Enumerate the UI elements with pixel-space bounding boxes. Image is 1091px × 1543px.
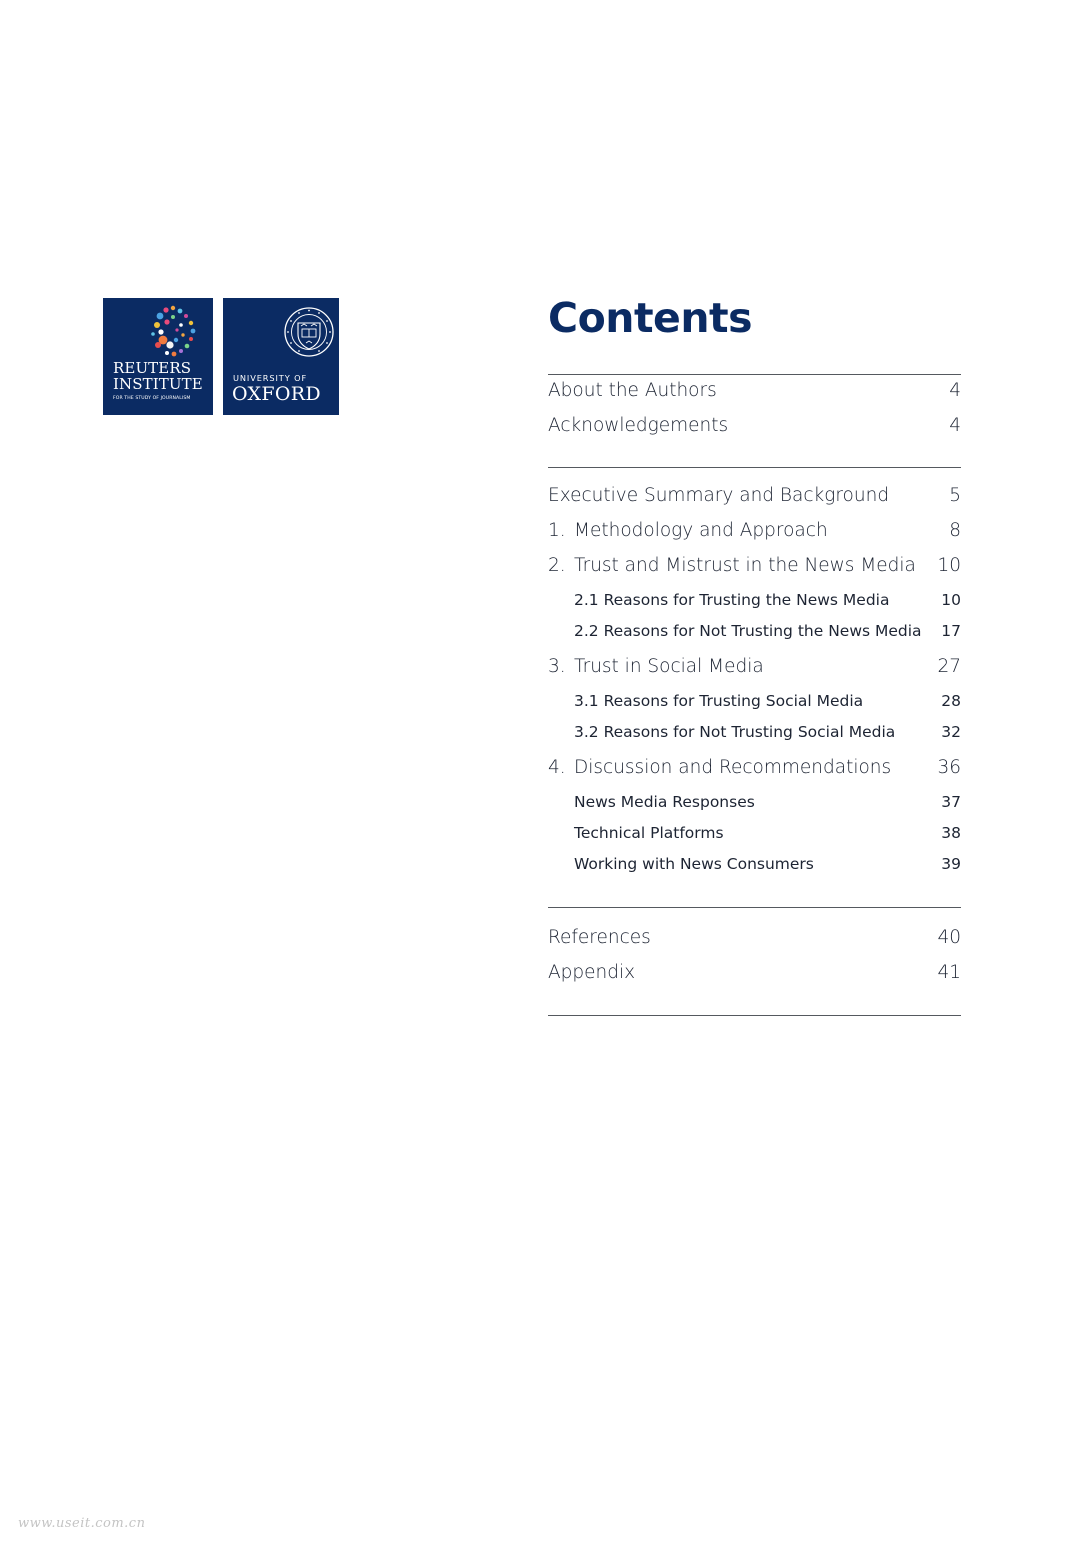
toc-entry-label: Discussion and Recommendations [574,757,892,778]
toc-subentry[interactable] [548,855,961,883]
toc-entry[interactable] [548,485,961,513]
toc-subentry[interactable] [548,793,961,821]
toc-entry-page: 10 [937,555,961,576]
toc-entry-label: Trust and Mistrust in the News Media [574,555,916,576]
toc-entry-label: Acknowledgements [548,415,729,436]
toc-entry[interactable] [548,380,961,408]
toc-entry-page: 4 [949,415,961,436]
toc-entry-page: 27 [937,656,961,677]
toc-entry-label: Appendix [548,962,636,983]
toc-entry[interactable] [548,520,961,548]
toc-entry-label: Technical Platforms [574,824,724,842]
toc-subentry[interactable] [548,591,961,619]
toc-entry-page: 36 [937,757,961,778]
watermark: www.useit.com.cn [18,1516,146,1531]
toc-entry[interactable] [548,656,961,684]
toc-divider [548,374,961,375]
toc-entry-page: 28 [941,692,961,710]
reuters-institute-name [113,360,213,392]
toc-entry[interactable] [548,757,961,785]
reuters-name-line1: REUTERS [113,359,192,377]
toc-divider [548,907,961,908]
contents-title: Contents [548,294,753,342]
toc-entry-number: 4. [548,757,566,778]
toc-entry-label: Executive Summary and Background [548,485,890,506]
toc-entry-label: 3.2 Reasons for Not Trusting Social Media [574,723,896,741]
toc-divider [548,467,961,468]
toc-entry-page: 40 [937,927,961,948]
reuters-dots-icon [103,298,213,363]
toc-entry-page: 10 [941,591,961,609]
toc-entry[interactable] [548,555,961,583]
toc-entry-label: Working with News Consumers [574,855,814,873]
reuters-subtitle: FOR THE STUDY OF JOURNALISM [113,396,191,401]
toc-subentry[interactable] [548,824,961,852]
toc-entry-number: 1. [548,520,566,541]
toc-entry-page: 8 [949,520,961,541]
toc-subentry[interactable] [548,622,961,650]
toc-entry-label: 2.2 Reasons for Not Trusting the News Media [574,622,922,640]
toc-entry-label: 2.1 Reasons for Trusting the News Media [574,591,890,609]
toc-entry[interactable] [548,927,961,955]
toc-entry-page: 32 [941,723,961,741]
toc-entry-label: References [548,927,651,948]
toc-entry-page: 4 [949,380,961,401]
reuters-name-line2: INSTITUTE [113,375,203,393]
toc-entry-label: Methodology and Approach [574,520,828,541]
toc-entry-label: 3.1 Reasons for Trusting Social Media [574,692,864,710]
reuters-institute-logo [103,298,213,415]
toc-entry-page: 38 [941,824,961,842]
toc-entry-label: About the Authors [548,380,717,401]
toc-subentry[interactable] [548,723,961,751]
toc-subentry[interactable] [548,692,961,720]
toc-entry[interactable] [548,962,961,990]
toc-entry-label: News Media Responses [574,793,755,811]
toc-divider [548,1015,961,1016]
toc-entry-number: 2. [548,555,566,576]
toc-entry-page: 5 [949,485,961,506]
toc-entry-label: Trust in Social Media [574,656,764,677]
oxford-university-of: UNIVERSITY OF [233,373,308,383]
toc-entry-page: 17 [941,622,961,640]
toc-entry-page: 41 [937,962,961,983]
oxford-name: OXFORD [232,383,321,405]
toc-entry-number: 3. [548,656,566,677]
toc-entry[interactable] [548,415,961,443]
oxford-university-logo [223,298,339,415]
toc-entry-page: 37 [941,793,961,811]
toc-entry-page: 39 [941,855,961,873]
oxford-crest-icon [281,304,337,360]
